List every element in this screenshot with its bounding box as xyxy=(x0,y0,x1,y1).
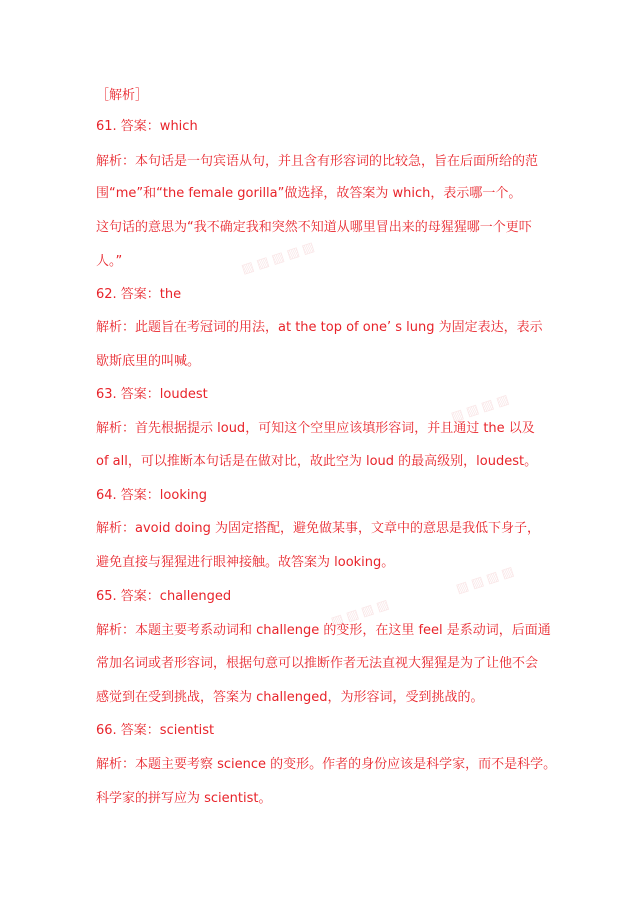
explanation-61-line-3: 这句话的意思为“我不确定我和突然不知道从哪里冒出来的母猩猩哪一个更吓 xyxy=(96,220,532,235)
answer-66: 66. 答案：scientist xyxy=(96,723,215,738)
watermark: ▨ ▨ ▨ ▨ ▨ xyxy=(239,238,317,277)
explanation-63-line-2: of all，可以推断本句话是在做对比，故此空为 loud 的最高级别，loudest。 xyxy=(96,454,538,469)
explanation-65-line-2: 常加名词或者形容词，根据句意可以推断作者无法直视大猩猩是为了让他不会 xyxy=(96,656,539,671)
explanation-63-line-1: 解析：首先根据提示 loud，可知这个空里应该填形容词，并且通过 the 以及 xyxy=(96,421,535,436)
explanation-66-line-1: 解析：本题主要考察 science 的变形。作者的身份应该是科学家，而不是科学。 xyxy=(96,757,557,772)
answer-63: 63. 答案：loudest xyxy=(96,387,208,402)
explanation-61-line-1: 解析：本句话是一句宾语从句，并且含有形容词的比较急，旨在后面所给的范 xyxy=(96,154,539,169)
answer-64: 64. 答案：looking xyxy=(96,488,207,503)
answer-65: 65. 答案：challenged xyxy=(96,589,232,604)
watermark: ▨ ▨ ▨ ▨ xyxy=(453,563,516,596)
answer-61: 61. 答案：which xyxy=(96,119,198,134)
explanation-61-line-2: 围“me”和“the female gorilla”做选择，故答案为 which，表示哪一个。 xyxy=(96,186,522,201)
explanation-65-line-3: 感觉到在受到挑战，答案为 challenged，为形容词，受到挑战的。 xyxy=(96,690,484,705)
explanation-64-line-1: 解析：avoid doing 为固定搭配，避免做某事，文章中的意思是我低下身子， xyxy=(96,521,541,536)
explanation-61-line-4: 人。” xyxy=(96,254,123,269)
explanation-64-line-2: 避免直接与猩猩进行眼神接触。故答案为 looking。 xyxy=(96,555,395,570)
answer-62: 62. 答案：the xyxy=(96,287,182,302)
explanation-62-line-1: 解析：此题旨在考冠词的用法，at the top of one’ s lung 为固定表达，表示 xyxy=(96,320,543,335)
explanation-62-line-2: 歇斯底里的叫喊。 xyxy=(96,354,201,369)
watermark: ▨ ▨ ▨ ▨ xyxy=(328,596,391,629)
explanation-66-line-2: 科学家的拼写应为 scientist。 xyxy=(96,791,272,806)
section-title: ［解析］ xyxy=(96,88,149,103)
watermark: ▨ ▨ ▨ ▨ xyxy=(448,391,511,424)
explanation-65-line-1: 解析：本题主要考系动词和 challenge 的变形，在这里 feel 是系动词，后面通 xyxy=(96,623,551,638)
